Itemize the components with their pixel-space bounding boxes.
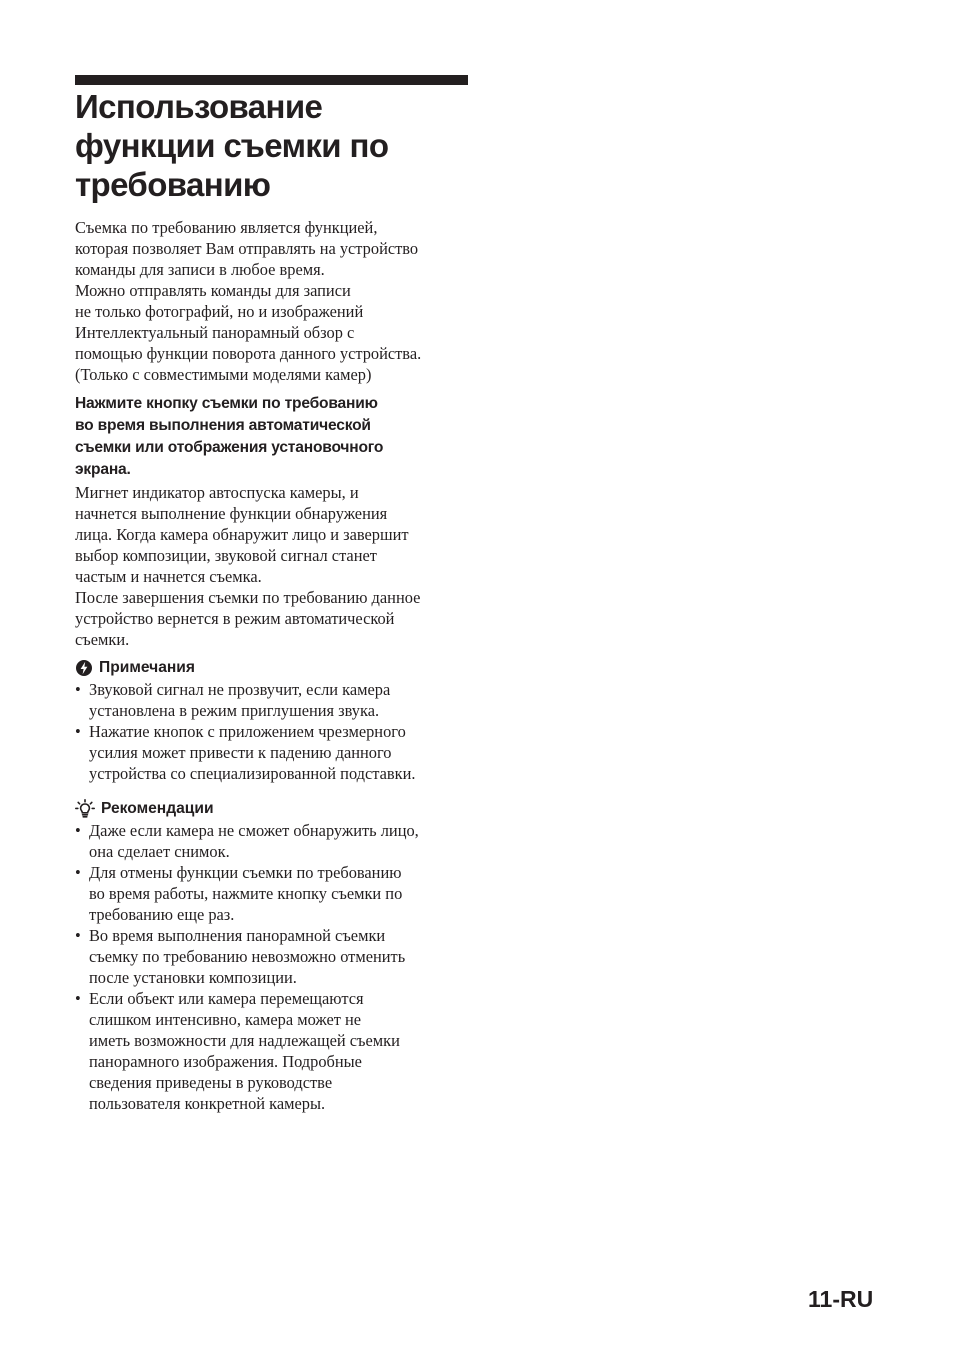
notes-icon (75, 659, 93, 677)
bullet: • (75, 722, 81, 741)
list-item (75, 862, 475, 925)
text-line: Если объект или камера перемещаются (89, 989, 364, 1008)
step-heading (75, 393, 475, 481)
step-line: съемки или отображения установочного (75, 439, 384, 456)
text-line: во время работы, нажмите кнопку съемки по (89, 884, 403, 903)
bullet: • (75, 680, 81, 699)
list-item (75, 925, 475, 988)
text-line: Звуковой сигнал не прозвучит, если камера (89, 680, 391, 699)
bullet: • (75, 989, 81, 1008)
section-rule (75, 75, 468, 85)
text-line: слишком интенсивно, камера может не (89, 1010, 362, 1029)
text-line: съемку по требованию невозможно отменить (89, 947, 406, 966)
text-line: панорамного изображения. Подробные (89, 1052, 362, 1071)
text-line: которая позволяет Вам отправлять на устройство (75, 239, 419, 258)
step-line: Нажмите кнопку съемки по требованию (75, 395, 378, 412)
text-line: требованию еще раз. (89, 905, 235, 924)
text-line: съемки. (75, 630, 130, 649)
text-line: (Только с совместимыми моделями камер) (75, 365, 372, 384)
text-line: сведения приведены в руководстве (89, 1073, 333, 1092)
text-line: частым и начнется съемка. (75, 567, 262, 586)
text-line: Для отмены функции съемки по требованию (89, 863, 402, 882)
text-line: усилия может привести к падению данного (89, 743, 392, 762)
text-line: Интеллектуальный панорамный обзор с (75, 323, 355, 342)
text-line: иметь возможности для надлежащей съемки (89, 1031, 400, 1050)
bullet: • (75, 821, 81, 840)
text-line: после установки композиции. (89, 968, 297, 987)
list-item (75, 820, 475, 862)
tips-heading (75, 799, 214, 819)
text-line: начнется выполнение функции обнаружения (75, 504, 388, 523)
tips-heading-label: Рекомендации (101, 800, 214, 817)
text-line: команды для записи в любое время. (75, 260, 325, 279)
text-line: она сделает снимок. (89, 842, 230, 861)
text-line: Мигнет индикатор автоспуска камеры, и (75, 483, 359, 502)
bullet: • (75, 926, 81, 945)
text-line: помощью функции поворота данного устройства. (75, 344, 422, 363)
list-item (75, 988, 475, 1114)
text-line: не только фотографий, но и изображений (75, 302, 364, 321)
text-line: Нажатие кнопок с приложением чрезмерного (89, 722, 406, 741)
text-line: Даже если камера не сможет обнаружить лицо, (89, 821, 419, 840)
text-line: Во время выполнения панорамной съемки (89, 926, 386, 945)
bullet: • (75, 863, 81, 882)
step-description (75, 482, 475, 650)
step-line: экрана. (75, 461, 131, 478)
notes-heading (75, 658, 195, 678)
text-line: устройства со специализированной подставки. (89, 764, 416, 783)
page-number: 11-RU (808, 1286, 874, 1312)
title-line: функции съемки по (75, 127, 389, 164)
list-item (75, 679, 475, 721)
text-line: После завершения съемки по требованию данное (75, 588, 421, 607)
text-line: устройство вернется в режим автоматической (75, 609, 395, 628)
text-line: выбор композиции, звуковой сигнал станет (75, 546, 377, 565)
notes-heading-label: Примечания (99, 659, 195, 676)
text-line: Съемка по требованию является функцией, (75, 218, 378, 237)
title-line: требованию (75, 166, 271, 203)
text-line: лица. Когда камера обнаружит лицо и завершит (75, 525, 409, 544)
text-line: Можно отправлять команды для записи (75, 281, 351, 300)
title-line: Использование (75, 88, 323, 125)
text-line: установлена в режим приглушения звука. (89, 701, 380, 720)
intro-paragraph (75, 217, 475, 385)
tips-list (75, 820, 475, 1114)
text-line: пользователя конкретной камеры. (89, 1094, 326, 1113)
page-title (75, 87, 495, 204)
lightbulb-icon (75, 799, 95, 819)
step-line: во время выполнения автоматической (75, 417, 371, 434)
notes-list (75, 679, 475, 784)
list-item (75, 721, 475, 784)
